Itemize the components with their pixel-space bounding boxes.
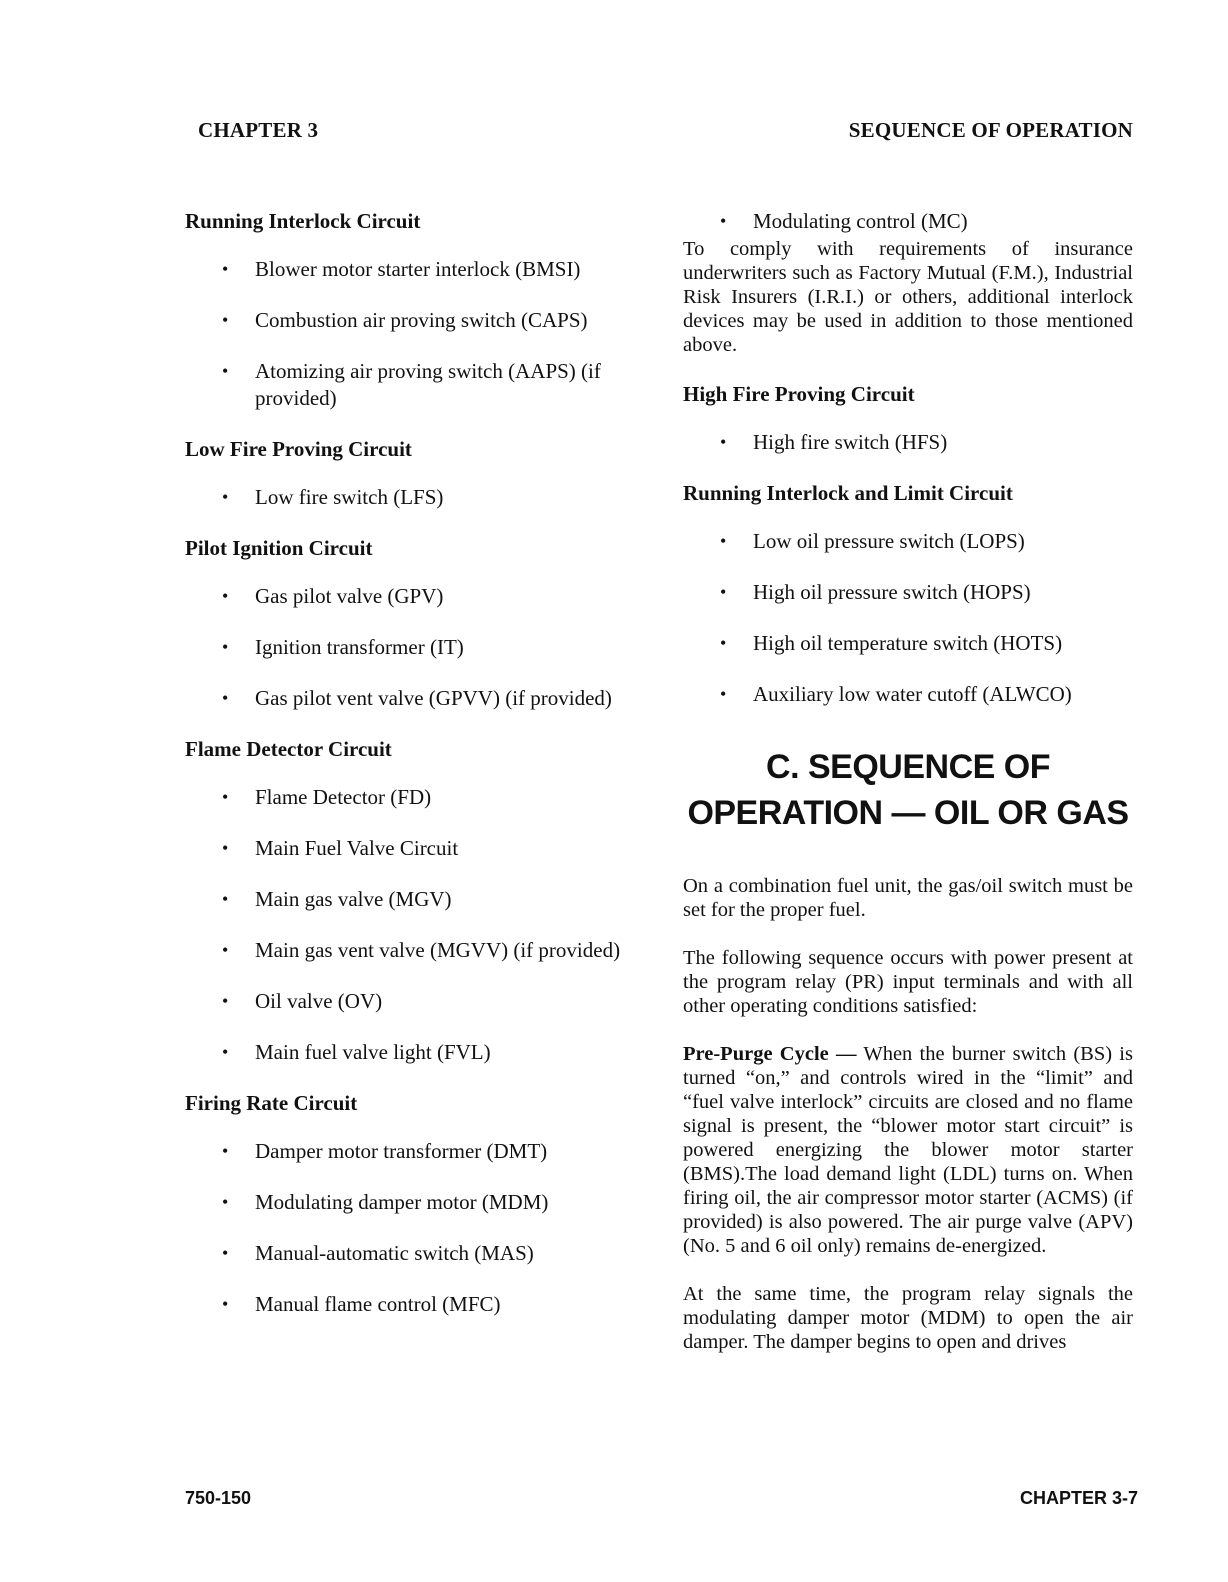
list-low-fire bbox=[185, 484, 645, 511]
list-item: • Flame Detector (FD) bbox=[185, 784, 645, 811]
list-item: • High oil pressure switch (HOPS) bbox=[683, 579, 1133, 606]
list-item: • Blower motor starter interlock (BMSI) bbox=[185, 256, 645, 283]
list-item: • Combustion air proving switch (CAPS) bbox=[185, 307, 645, 334]
list-item: • Main gas valve (MGV) bbox=[185, 886, 645, 913]
list-item: • Low fire switch (LFS) bbox=[185, 484, 645, 511]
section-title-flame-detector: Flame Detector Circuit bbox=[185, 737, 392, 761]
section-title-low-fire: Low Fire Proving Circuit bbox=[185, 437, 412, 461]
list-item: • Main fuel valve light (FVL) bbox=[185, 1039, 645, 1066]
doc-number: 750-150 bbox=[185, 1488, 252, 1508]
list-high-fire bbox=[683, 429, 1133, 456]
list-item: • Gas pilot vent valve (GPVV) (if provided) bbox=[185, 685, 645, 712]
prepurge-paragraph bbox=[683, 1042, 1133, 1258]
right-column bbox=[683, 208, 1133, 1354]
list-item: • Atomizing air proving switch (AAPS) (if provided) bbox=[185, 358, 645, 412]
section-title-pilot-ignition: Pilot Ignition Circuit bbox=[185, 536, 373, 560]
prepurge-label: Pre-Purge Cycle — bbox=[683, 1043, 857, 1065]
list-item: • High fire switch (HFS) bbox=[683, 429, 1133, 456]
list-item: • Manual-automatic switch (MAS) bbox=[185, 1240, 645, 1267]
section-title-running-interlock: Running Interlock Circuit bbox=[185, 209, 421, 233]
list-item: • Manual flame control (MFC) bbox=[185, 1291, 645, 1318]
list-item: • Main gas vent valve (MGVV) (if provided) bbox=[185, 937, 645, 964]
section-heading bbox=[683, 744, 1133, 836]
chapter-label: CHAPTER 3 bbox=[198, 118, 319, 142]
list-firing-rate bbox=[185, 1138, 645, 1318]
page-header-title: SEQUENCE OF OPERATION bbox=[848, 118, 1133, 142]
insurance-paragraph: To comply with requirements of insurance underwriters such as Factory Mutual (F.M.), Industrial Risk Insurers (I.R.I.) or others, additional interlock devices may be used in addition to those mentioned above. bbox=[683, 238, 1133, 356]
list-item: • Oil valve (OV) bbox=[185, 988, 645, 1015]
list-item: • Auxiliary low water cutoff (ALWCO) bbox=[683, 681, 1133, 708]
list-item: • Modulating control (MC) bbox=[683, 208, 1133, 235]
list-flame-detector bbox=[185, 784, 645, 1066]
prepurge-text: When the burner switch (BS) is turned “on,” and controls wired in the “limit” and “fuel valve interlock” circuits are closed and no flame signal is present, the “blower motor start circuit” is powered energizing the blower motor starter (BMS).The load demand light (LDL) turns on. When firing oil, the air compressor motor starter (ACMS) (if provided) is also powered. The air purge valve (APV) (No. 5 and 6 oil only) remains de-energized. bbox=[683, 1043, 1133, 1257]
section-title-running-interlock-limit: Running Interlock and Limit Circuit bbox=[683, 481, 1013, 505]
list-item: • Main Fuel Valve Circuit bbox=[185, 835, 645, 862]
combination-fuel-paragraph: On a combination fuel unit, the gas/oil switch must be set for the proper fuel. bbox=[683, 875, 1133, 921]
list-running-interlock bbox=[185, 256, 645, 412]
list-item: • High oil temperature switch (HOTS) bbox=[683, 630, 1133, 657]
damper-paragraph: At the same time, the program relay signals the modulating damper motor (MDM) to open the air damper. The damper begins to open and drives bbox=[683, 1283, 1133, 1353]
list-item: • Damper motor transformer (DMT) bbox=[185, 1138, 645, 1165]
sequence-intro-paragraph: The following sequence occurs with power present at the program relay (PR) input terminals and with all other operating conditions satisfied: bbox=[683, 947, 1133, 1017]
left-column bbox=[185, 208, 645, 1318]
list-continued bbox=[683, 208, 1133, 235]
list-item: • Modulating damper motor (MDM) bbox=[185, 1189, 645, 1216]
page-number: CHAPTER 3-7 bbox=[1019, 1488, 1138, 1508]
section-heading-line1: C. SEQUENCE OF bbox=[766, 748, 1050, 786]
list-running-interlock-limit bbox=[683, 528, 1133, 708]
section-title-firing-rate: Firing Rate Circuit bbox=[185, 1091, 358, 1115]
list-item: • Gas pilot valve (GPV) bbox=[185, 583, 645, 610]
section-title-high-fire: High Fire Proving Circuit bbox=[683, 382, 915, 406]
list-pilot-ignition bbox=[185, 583, 645, 712]
list-item: • Low oil pressure switch (LOPS) bbox=[683, 528, 1133, 555]
list-item: • Ignition transformer (IT) bbox=[185, 634, 645, 661]
section-heading-line2: OPERATION — OIL OR GAS bbox=[687, 794, 1129, 832]
